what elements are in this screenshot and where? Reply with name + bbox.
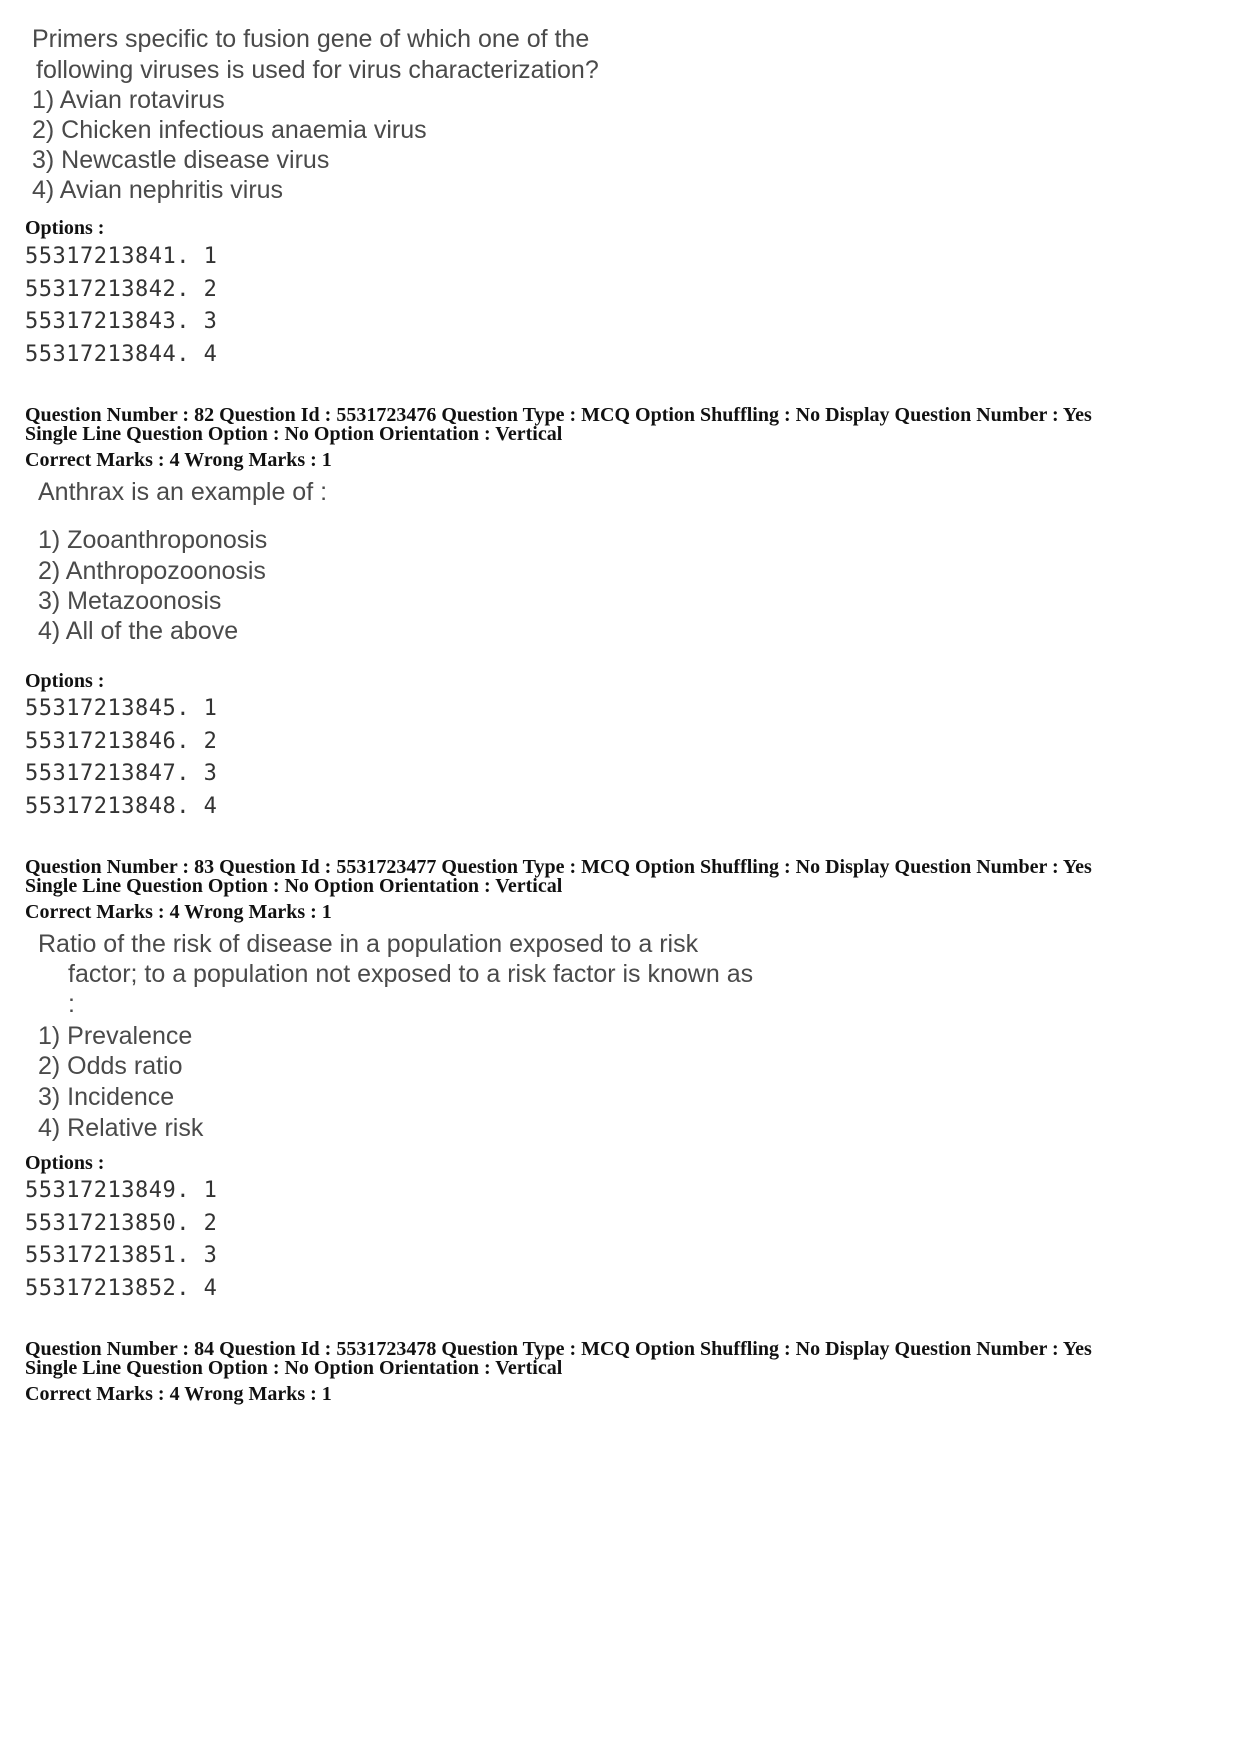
option-item[interactable]: 55317213846. 2 [25, 729, 218, 754]
question-82-choice: 2) Anthropozoonosis [38, 557, 266, 585]
question-83-text: Ratio of the risk of disease in a population exposed to a risk [38, 930, 699, 958]
option-item[interactable]: 55317213843. 3 [25, 309, 218, 334]
question-82-meta: Question Number : 82 Question Id : 5531723476 Question Type : MCQ Option Shuffling : No Display Question Number : Yes [25, 404, 1092, 426]
option-item[interactable]: 55317213847. 3 [25, 761, 218, 786]
question-83-meta: Single Line Question Option : No Option Orientation : Vertical [25, 875, 563, 897]
question-83-text: factor; to a population not exposed to a risk factor is known as [68, 960, 754, 988]
option-item[interactable]: 55317213852. 4 [25, 1276, 218, 1301]
question-82-text: Anthrax is an example of : [38, 478, 328, 506]
question-83-marks: Correct Marks : 4 Wrong Marks : 1 [25, 901, 332, 923]
option-item[interactable]: 55317213845. 1 [25, 696, 218, 721]
option-item[interactable]: 55317213851. 3 [25, 1243, 218, 1268]
option-item[interactable]: 55317213844. 4 [25, 342, 218, 367]
question-82-meta: Single Line Question Option : No Option Orientation : Vertical [25, 423, 563, 445]
question-81-text: Primers specific to fusion gene of which one of the [32, 25, 590, 53]
question-81-choice: 2) Chicken infectious anaemia virus [32, 116, 427, 144]
option-item[interactable]: 55317213841. 1 [25, 244, 218, 269]
question-82-choice: 1) Zooanthroponosis [38, 526, 268, 554]
option-item[interactable]: 55317213842. 2 [25, 277, 218, 302]
question-84-meta: Single Line Question Option : No Option Orientation : Vertical [25, 1357, 563, 1379]
option-item[interactable]: 55317213849. 1 [25, 1178, 218, 1203]
question-83-choice: 1) Prevalence [38, 1022, 193, 1050]
question-82-choice: 4) All of the above [38, 617, 239, 645]
question-83-meta: Question Number : 83 Question Id : 5531723477 Question Type : MCQ Option Shuffling : No Display Question Number : Yes [25, 856, 1092, 878]
question-84-marks: Correct Marks : 4 Wrong Marks : 1 [25, 1383, 332, 1405]
options-label: Options : [25, 1152, 105, 1174]
question-83-choice: 3) Incidence [38, 1083, 175, 1111]
option-item[interactable]: 55317213848. 4 [25, 794, 218, 819]
question-82-marks: Correct Marks : 4 Wrong Marks : 1 [25, 449, 332, 471]
question-81-choice: 4) Avian nephritis virus [32, 176, 284, 204]
option-item[interactable]: 55317213850. 2 [25, 1211, 218, 1236]
question-81-choice: 1) Avian rotavirus [32, 86, 225, 114]
question-81-text: following viruses is used for virus characterization? [36, 56, 599, 84]
question-84-meta: Question Number : 84 Question Id : 5531723478 Question Type : MCQ Option Shuffling : No Display Question Number : Yes [25, 1338, 1092, 1360]
question-81-choice: 3) Newcastle disease virus [32, 146, 330, 174]
question-82-choice: 3) Metazoonosis [38, 587, 222, 615]
question-83-choice: 4) Relative risk [38, 1114, 204, 1142]
question-83-choice: 2) Odds ratio [38, 1052, 183, 1080]
options-label: Options : [25, 217, 105, 239]
question-83-text: : [68, 990, 75, 1018]
options-label: Options : [25, 670, 105, 692]
